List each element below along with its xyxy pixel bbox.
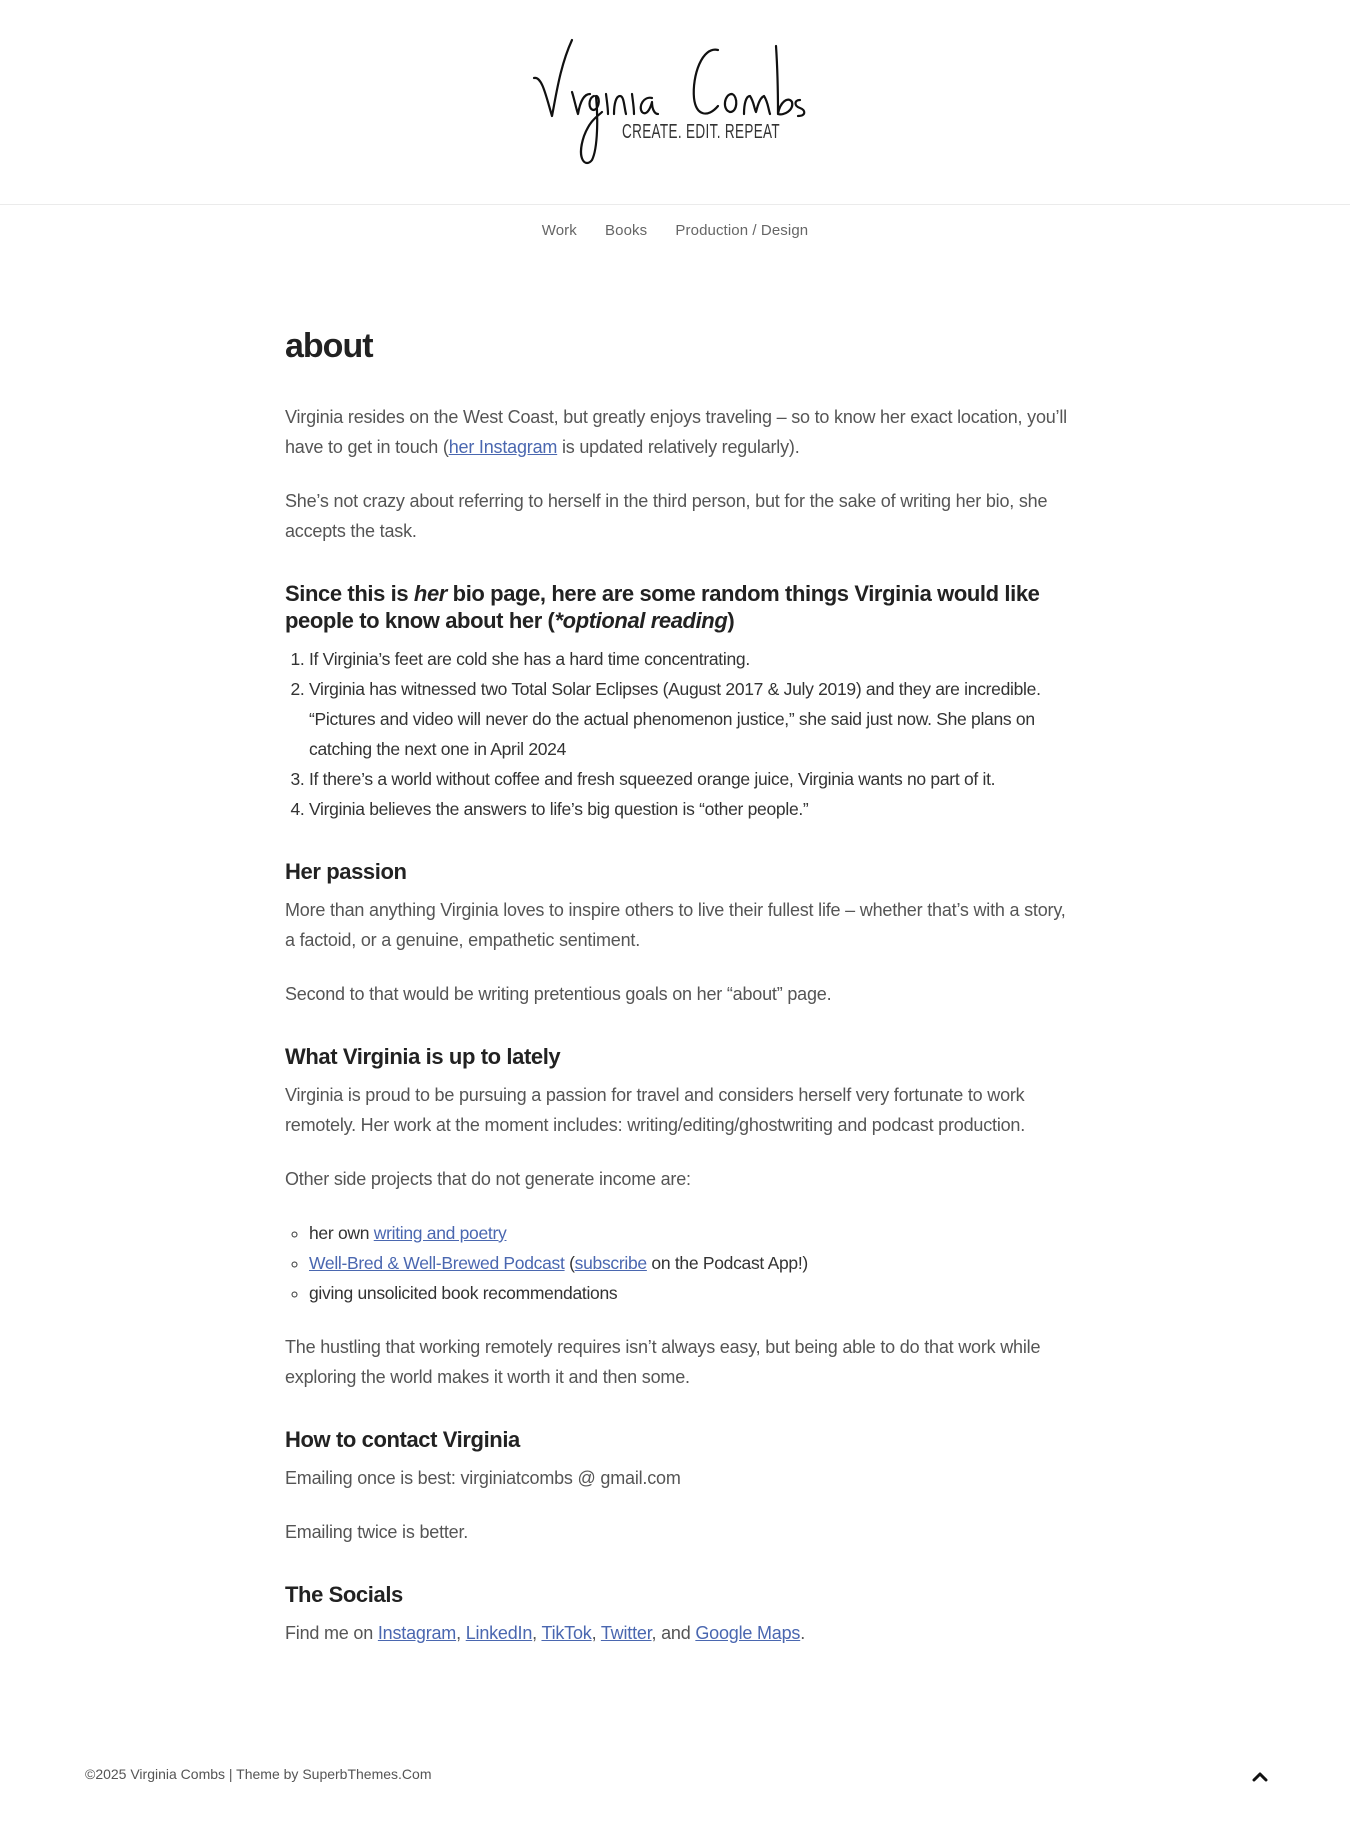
list-item: [309, 1248, 1075, 1278]
heading-emphasis: *optional reading: [554, 608, 728, 633]
passion-paragraph-2: Second to that would be writing pretentious goals on her “about” page.: [285, 984, 832, 1004]
heading-part: Since this is: [285, 581, 414, 606]
random-things-heading: [285, 580, 1075, 634]
subscribe-link[interactable]: subscribe: [574, 1253, 647, 1273]
chevron-up-icon[interactable]: [1250, 1768, 1270, 1784]
logo-tagline: CREATE. EDIT. REPEAT: [622, 121, 780, 143]
random-things-list: [285, 644, 1075, 824]
list-item: 4. Virginia believes the answers to life’s big question is “other people.”: [309, 794, 1075, 824]
heading-emphasis: her: [413, 581, 447, 606]
separator: ,: [456, 1623, 466, 1643]
instagram-link[interactable]: her Instagram: [448, 437, 558, 457]
social-link-linkedin[interactable]: LinkedIn: [465, 1623, 533, 1643]
contact-paragraph-2: Emailing twice is better.: [285, 1522, 469, 1542]
list-text: on the Podcast App!): [646, 1253, 808, 1273]
list-item: 3. If there’s a world without coffee and fresh squeezed orange juice, Virginia wants no part of it.: [309, 764, 1075, 794]
separator: , and: [651, 1623, 696, 1643]
lately-paragraph-2: Other side projects that do not generate income are:: [285, 1169, 691, 1189]
social-link-tiktok[interactable]: TikTok: [541, 1623, 592, 1643]
socials-heading: The Socials: [285, 1582, 403, 1607]
intro-paragraph-1: [285, 402, 1075, 462]
lately-paragraph-1: Virginia is proud to be pursuing a passion for travel and considers herself very fortunate to work remotely. Her work at the moment includes: writing/editing/ghostwriting and podcast production.: [285, 1085, 1026, 1135]
main-nav: [0, 222, 1350, 239]
lately-paragraph-3: The hustling that working remotely requires isn’t always easy, but being able to do that work while exploring the world makes it worth it and then some.: [285, 1337, 1041, 1387]
socials-text: Find me on: [285, 1623, 378, 1643]
contact-paragraph-1: Emailing once is best: virginiatcombs @ gmail.com: [285, 1468, 681, 1488]
footer-copyright: ©2025 Virginia Combs | Theme by SuperbThemes.Com: [85, 1766, 432, 1782]
nav-item-work[interactable]: Work: [541, 222, 577, 239]
socials-paragraph: [285, 1618, 1075, 1648]
social-link-instagram[interactable]: Instagram: [377, 1623, 457, 1643]
main-content: [285, 318, 1075, 1672]
list-item: 2. Virginia has witnessed two Total Solar Eclipses (August 2017 & July 2019) and they are incredible. “Pictures and video will never do the actual phenomenon justice,” she said just now. She plans on catching the next one in April 2024: [309, 674, 1075, 764]
list-text: (: [564, 1253, 575, 1273]
separator: ,: [591, 1623, 601, 1643]
list-text: her own: [309, 1223, 374, 1243]
intro-text-tail: is updated relatively regularly).: [557, 437, 800, 457]
list-item: [309, 1218, 1075, 1248]
separator: ,: [532, 1623, 542, 1643]
nav-item-production-design[interactable]: Production / Design: [675, 222, 809, 239]
site-logo[interactable]: [532, 36, 822, 168]
social-link-twitter[interactable]: Twitter: [600, 1623, 652, 1643]
list-item: ◦ giving unsolicited book recommendations: [309, 1278, 1075, 1308]
writing-poetry-link[interactable]: writing and poetry: [373, 1223, 507, 1243]
page-title: about: [285, 327, 373, 365]
passion-paragraph-1: More than anything Virginia loves to inspire others to live their fullest life – whether that’s with a story, a factoid, or a genuine, empathetic sentiment.: [285, 900, 1066, 950]
lately-heading: What Virginia is up to lately: [285, 1044, 561, 1069]
contact-heading: How to contact Virginia: [285, 1427, 520, 1452]
nav-item-books[interactable]: Books: [605, 222, 648, 239]
passion-heading: Her passion: [285, 859, 407, 884]
heading-part: ): [727, 608, 735, 633]
heading-part: bio page, here are some random things Virginia would like people to know about her (: [285, 581, 1040, 633]
list-item: 1. If Virginia’s feet are cold she has a hard time concentrating.: [309, 644, 1075, 674]
intro-paragraph-2: She’s not crazy about referring to herself in the third person, but for the sake of writing her bio, she accepts the task.: [285, 491, 1048, 541]
intro-text: Virginia resides on the West Coast, but greatly enjoys traveling – so to know her exact location, you’ll have to get in touch (: [285, 407, 1067, 457]
podcast-link[interactable]: Well-Bred & Well-Brewed Podcast: [309, 1253, 565, 1273]
social-link-google-maps[interactable]: Google Maps: [695, 1623, 801, 1643]
side-projects-list: [285, 1218, 1075, 1308]
separator: .: [800, 1623, 806, 1643]
site-header: [0, 0, 1350, 205]
